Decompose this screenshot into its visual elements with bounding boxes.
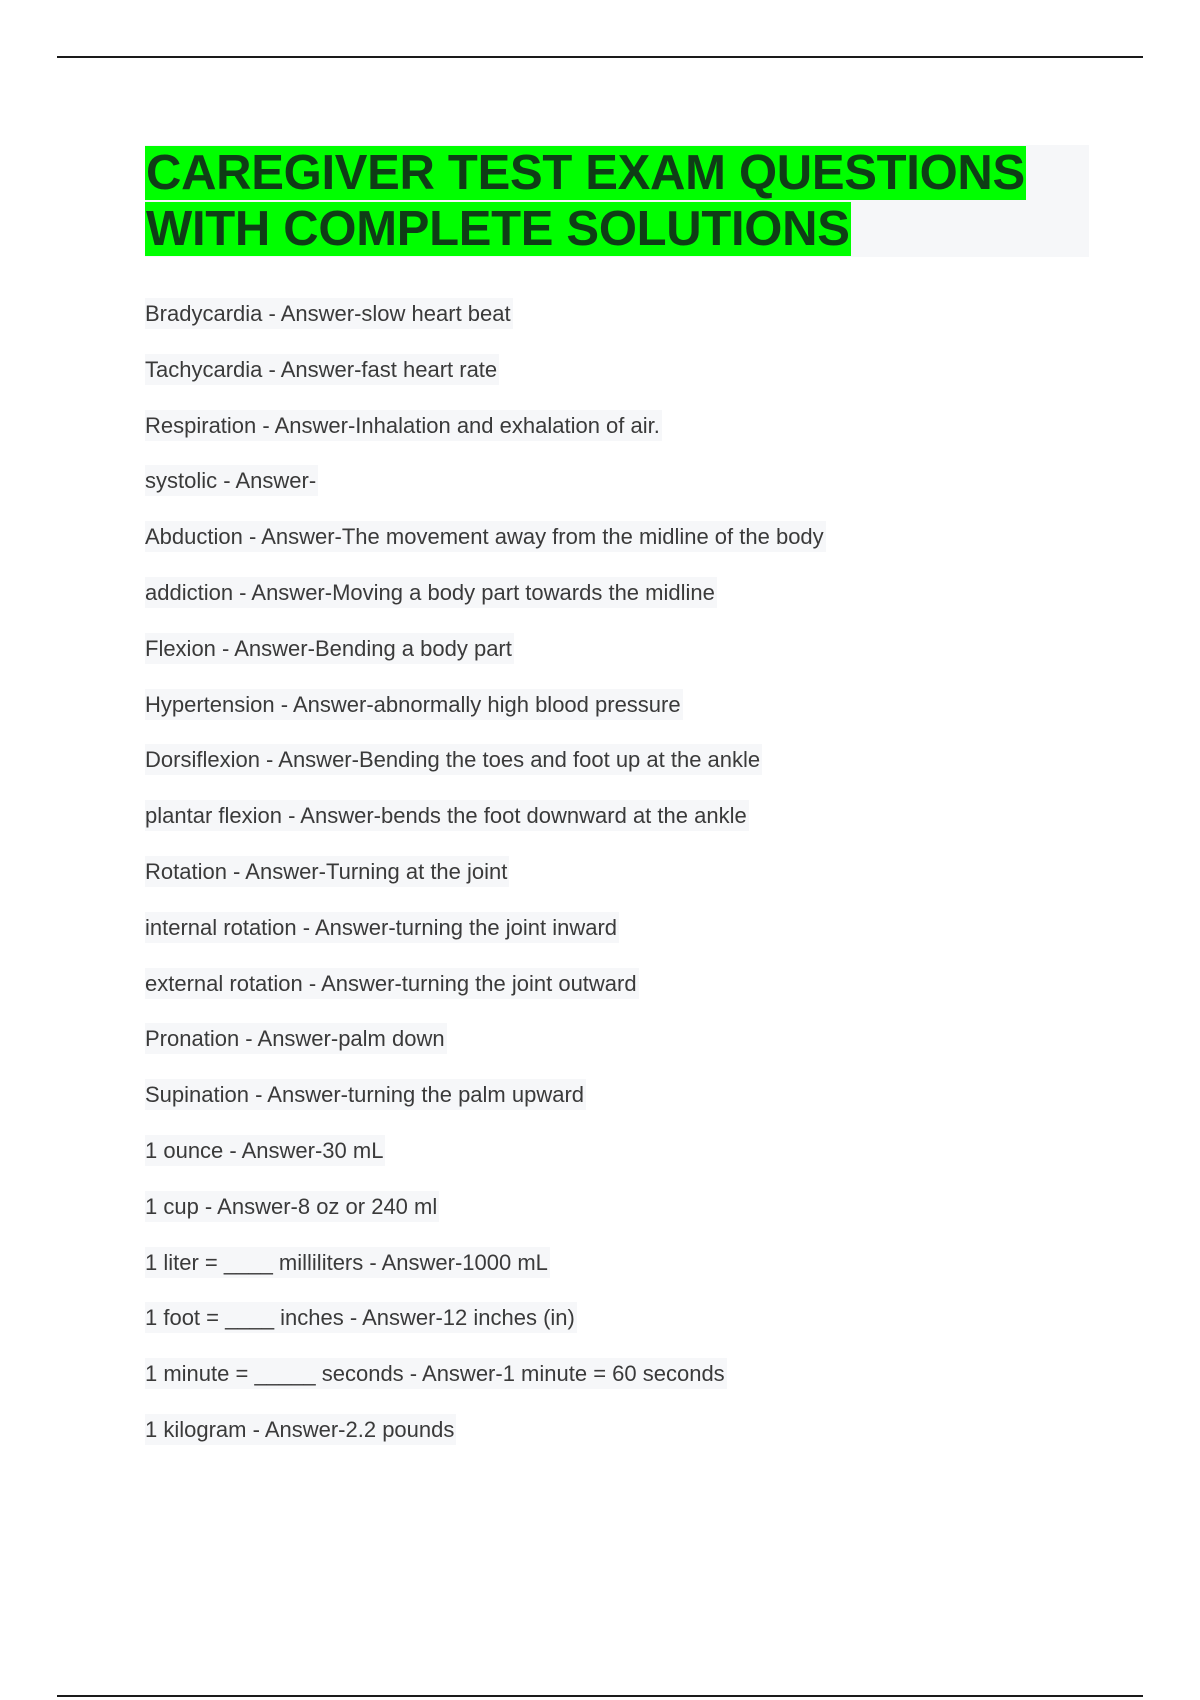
qa-item — [145, 409, 1105, 465]
qa-text: 1 minute = _____ seconds - Answer-1 minute = 60 seconds — [145, 1358, 727, 1389]
qa-item — [145, 743, 1105, 799]
qa-text: external rotation - Answer-turning the joint outward — [145, 968, 639, 999]
qa-item — [145, 353, 1105, 409]
qa-list — [145, 297, 1105, 1469]
title-block — [145, 145, 1089, 257]
qa-text: addiction - Answer-Moving a body part towards the midline — [145, 577, 717, 608]
qa-item — [145, 1022, 1105, 1078]
qa-item — [145, 576, 1105, 632]
qa-text: internal rotation - Answer-turning the joint inward — [145, 912, 619, 943]
qa-text: systolic - Answer- — [145, 465, 318, 496]
qa-item — [145, 520, 1105, 576]
qa-text: 1 liter = ____ milliliters - Answer-1000 mL — [145, 1247, 550, 1278]
qa-text: Abduction - Answer-The movement away from the midline of the body — [145, 521, 826, 552]
qa-item — [145, 464, 1105, 520]
qa-item — [145, 1357, 1105, 1413]
qa-item — [145, 1246, 1105, 1302]
qa-item — [145, 1301, 1105, 1357]
qa-text: 1 kilogram - Answer-2.2 pounds — [145, 1414, 456, 1445]
qa-item — [145, 688, 1105, 744]
title-line-2: WITH COMPLETE SOLUTIONS — [146, 202, 850, 256]
qa-text: Tachycardia - Answer-fast heart rate — [145, 354, 499, 385]
qa-item — [145, 632, 1105, 688]
top-rule — [57, 56, 1143, 58]
qa-text: 1 foot = ____ inches - Answer-12 inches (in) — [145, 1302, 577, 1333]
qa-item — [145, 1078, 1105, 1134]
bottom-rule — [57, 1695, 1143, 1697]
qa-text: Bradycardia - Answer-slow heart beat — [145, 298, 513, 329]
qa-text: 1 cup - Answer-8 oz or 240 ml — [145, 1191, 439, 1222]
qa-text: Rotation - Answer-Turning at the joint — [145, 856, 509, 887]
document-title — [145, 145, 1089, 257]
qa-item — [145, 967, 1105, 1023]
qa-text: Flexion - Answer-Bending a body part — [145, 633, 514, 664]
qa-item — [145, 1190, 1105, 1246]
qa-item — [145, 1134, 1105, 1190]
qa-item — [145, 799, 1105, 855]
qa-text: 1 ounce - Answer-30 mL — [145, 1135, 385, 1166]
qa-item — [145, 297, 1105, 353]
title-line-1: CAREGIVER TEST EXAM QUESTIONS — [146, 146, 1025, 200]
qa-item — [145, 855, 1105, 911]
qa-text: Pronation - Answer-palm down — [145, 1023, 447, 1054]
qa-item — [145, 1413, 1105, 1469]
qa-text: Hypertension - Answer-abnormally high blood pressure — [145, 689, 683, 720]
qa-text: Supination - Answer-turning the palm upward — [145, 1079, 586, 1110]
qa-text: Respiration - Answer-Inhalation and exhalation of air. — [145, 410, 662, 441]
qa-text: Dorsiflexion - Answer-Bending the toes and foot up at the ankle — [145, 744, 762, 775]
qa-item — [145, 911, 1105, 967]
qa-text: plantar flexion - Answer-bends the foot downward at the ankle — [145, 800, 749, 831]
